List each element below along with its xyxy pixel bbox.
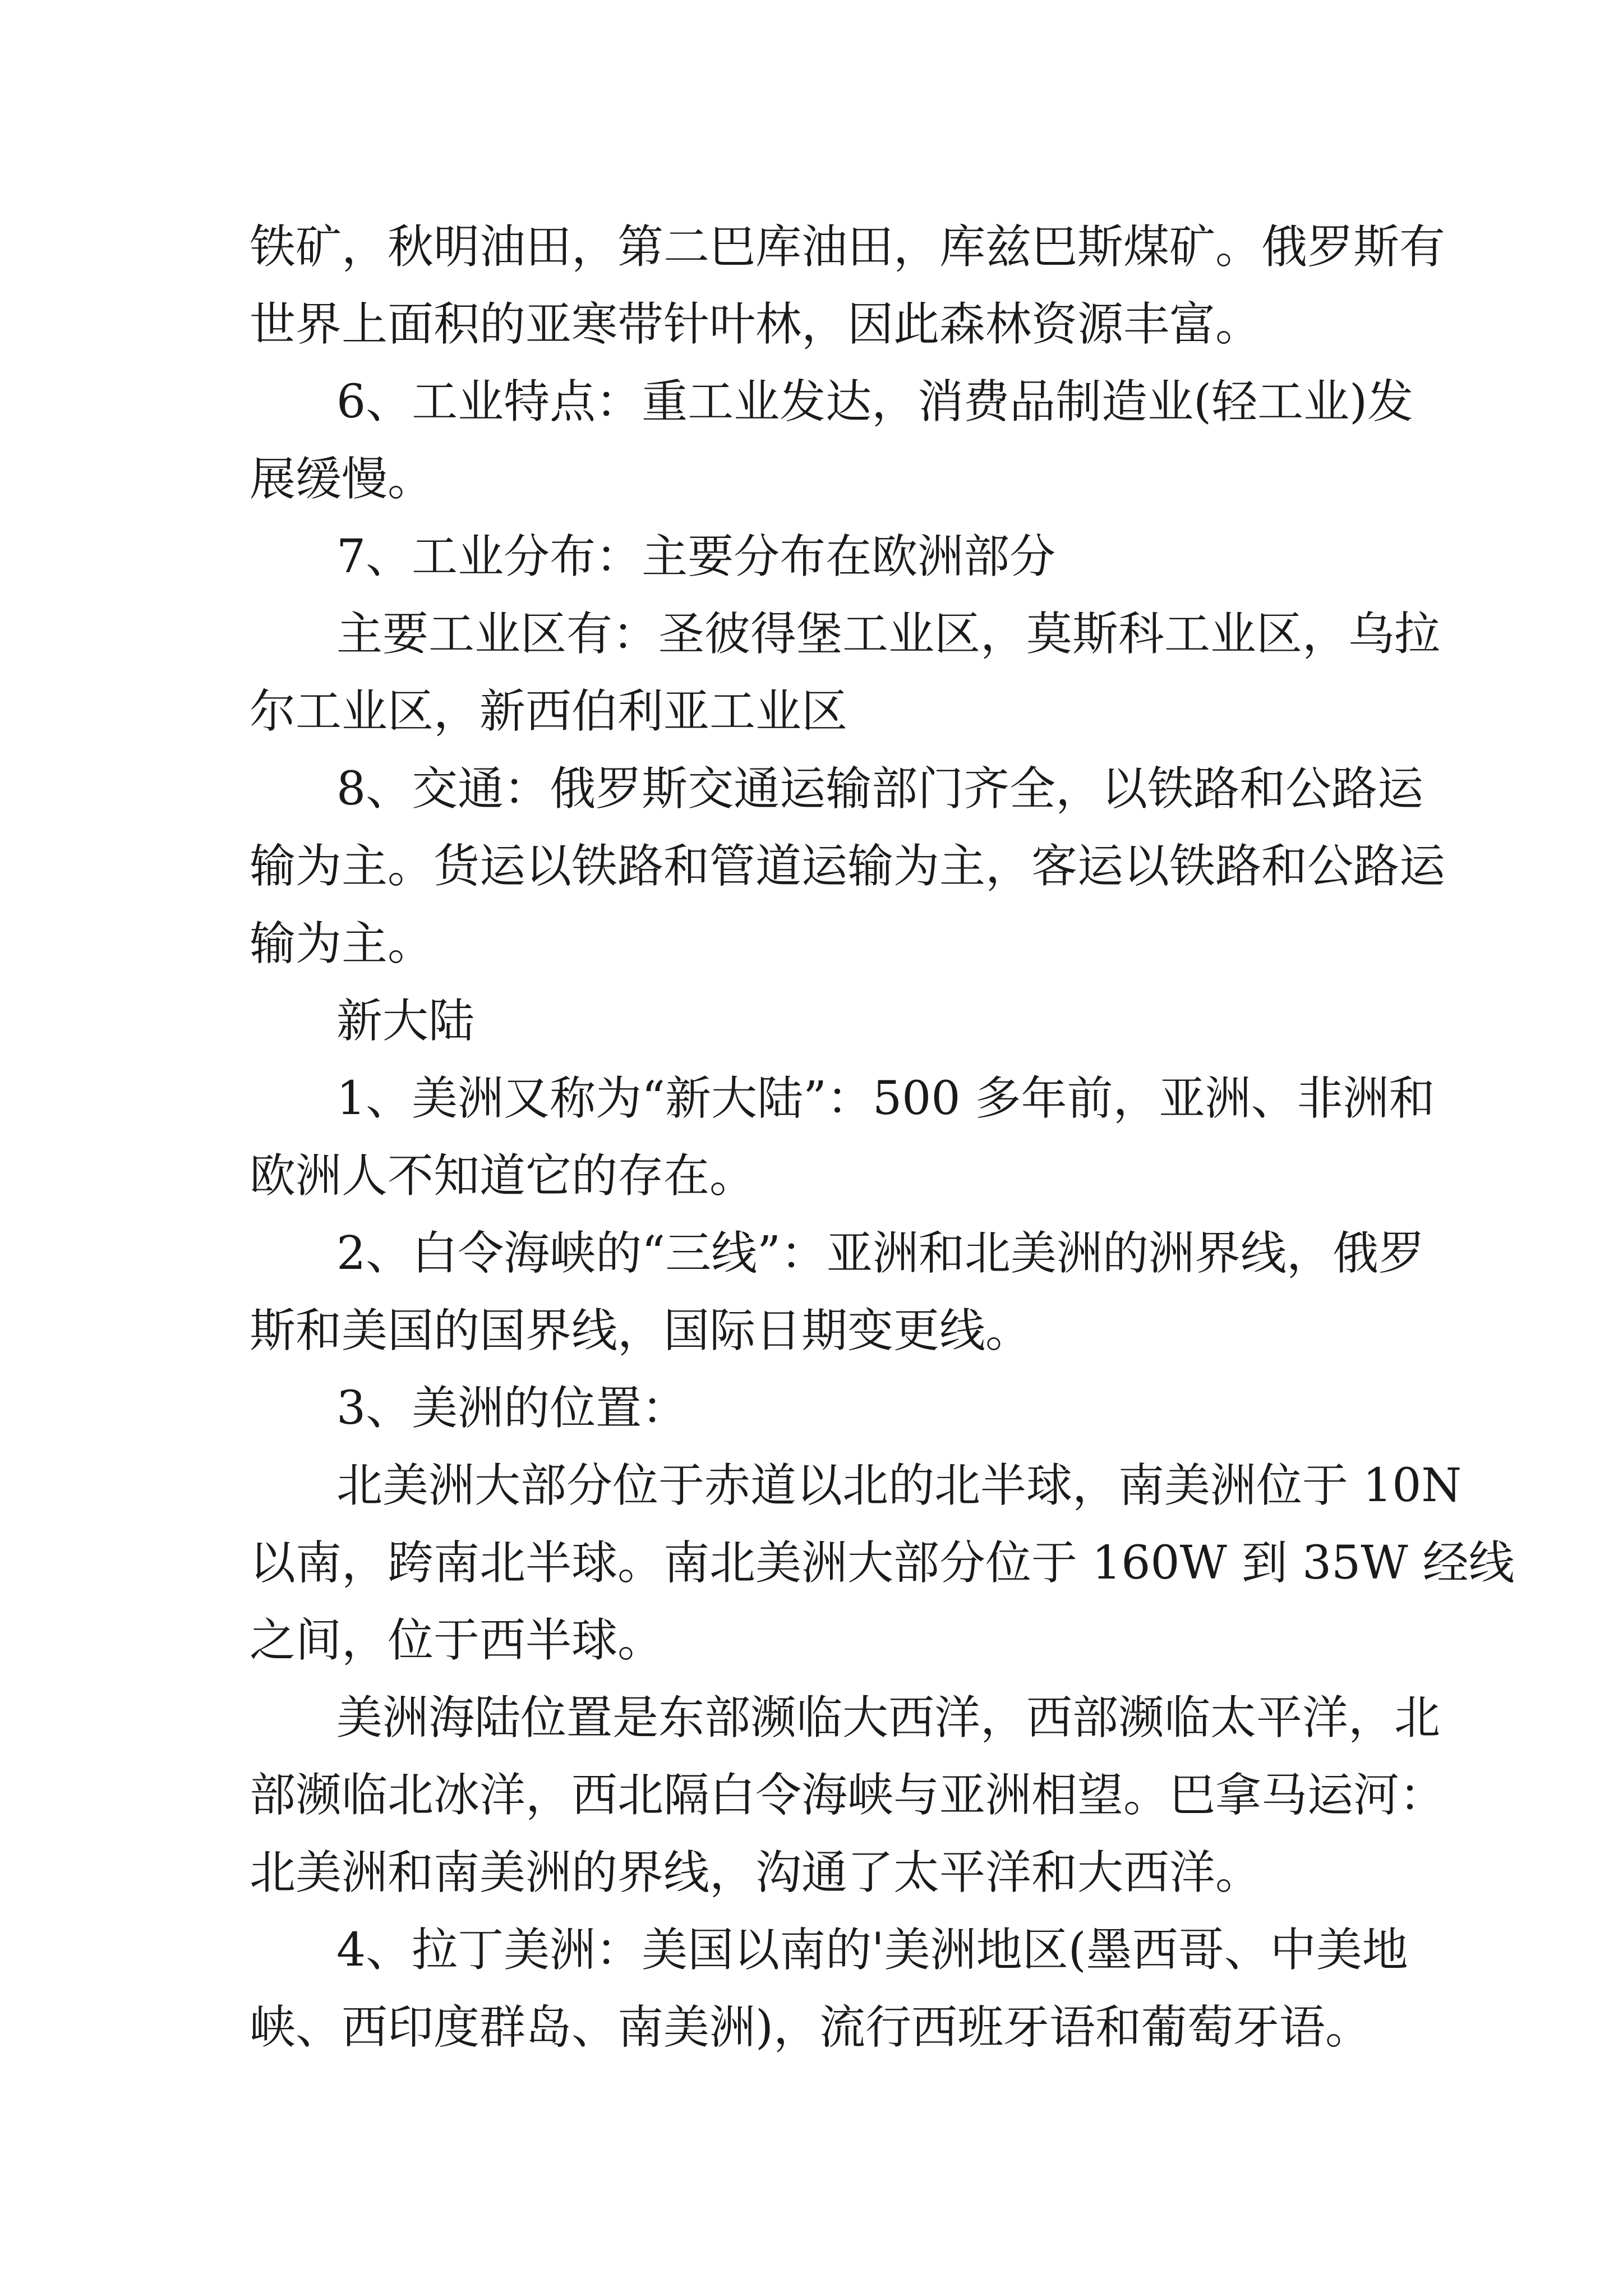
- text-line: 欧洲人不知道它的存在。: [250, 1149, 756, 1203]
- text-line: 之间，位于西半球。: [250, 1614, 664, 1667]
- text-line: 北美洲和南美洲的界线，沟通了太平洋和大西洋。: [250, 1846, 1262, 1899]
- text-line: 尔工业区，新西伯利亚工业区: [250, 685, 848, 738]
- text-line: 铁矿，秋明油田，第二巴库油田，库兹巴斯煤矿。俄罗斯有: [250, 220, 1446, 274]
- text-line: 1、美洲又称为“新大陆”：500 多年前，亚洲、非洲和: [336, 1072, 1435, 1125]
- text-line: 展缓慢。: [250, 453, 434, 506]
- section-heading: 新大陆: [336, 995, 475, 1048]
- text-line: 7、工业分布：主要分布在欧洲部分: [336, 530, 1056, 583]
- text-line: 以南，跨南北半球。南北美洲大部分位于 160W 到 35W 经线: [250, 1536, 1515, 1590]
- text-line: 主要工业区有：圣彼得堡工业区，莫斯科工业区，乌拉: [336, 608, 1441, 661]
- text-line: 4、拉丁美洲：美国以南的'美洲地区(墨西哥、中美地: [336, 1924, 1408, 1977]
- text-line: 世界上面积的亚寒带针叶林，因此森林资源丰富。: [250, 298, 1262, 351]
- text-line: 输为主。: [250, 917, 434, 970]
- text-line: 北美洲大部分位于赤道以北的北半球，南美洲位于 10N: [336, 1459, 1462, 1512]
- text-line: 8、交通：俄罗斯交通运输部门齐全，以铁路和公路运: [336, 762, 1424, 816]
- text-line: 3、美洲的位置：: [336, 1382, 688, 1435]
- text-line: 2、白令海峡的“三线”：亚洲和北美洲的洲界线，俄罗: [336, 1227, 1425, 1280]
- text-line: 美洲海陆位置是东部濒临大西洋，西部濒临太平洋，北: [336, 1691, 1441, 1745]
- text-line: 输为主。货运以铁路和管道运输为主，客运以铁路和公路运: [250, 840, 1446, 893]
- text-line: 6、工业特点：重工业发达，消费品制造业(轻工业)发: [336, 375, 1414, 429]
- text-line: 部濒临北冰洋，西北隔白令海峡与亚洲相望。巴拿马运河：: [250, 1769, 1446, 1822]
- text-line: 峡、西印度群岛、南美洲)，流行西班牙语和葡萄牙语。: [250, 2001, 1371, 2054]
- text-line: 斯和美国的国界线，国际日期变更线。: [250, 1304, 1032, 1358]
